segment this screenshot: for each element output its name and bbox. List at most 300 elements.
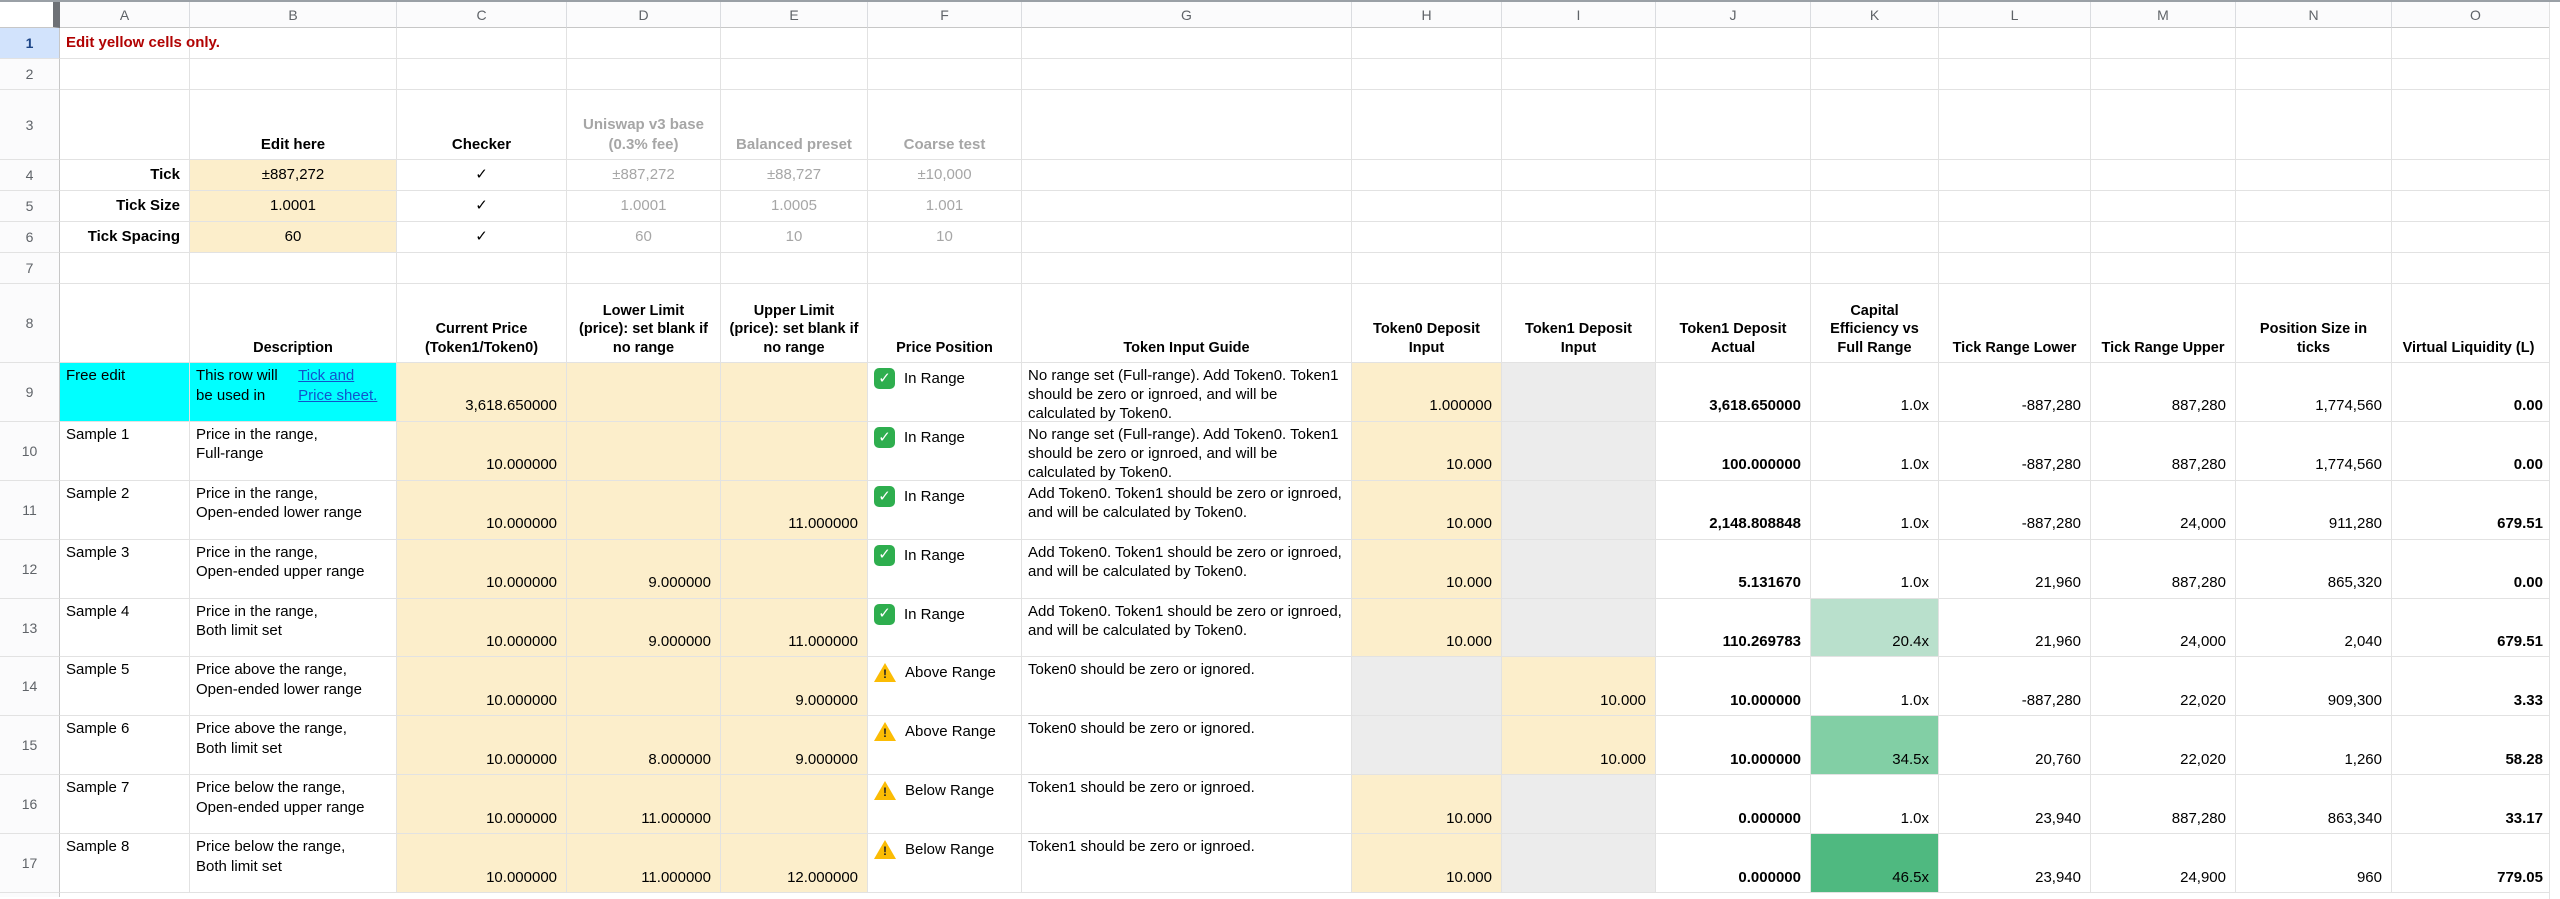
cell-O16[interactable] xyxy=(2392,775,2560,834)
cell-B10[interactable] xyxy=(190,422,397,481)
cell-J13[interactable] xyxy=(1656,599,1811,658)
cell-M8[interactable] xyxy=(2091,284,2236,363)
column-header-D[interactable] xyxy=(567,2,721,28)
cell-D14[interactable] xyxy=(567,657,721,716)
row-header-6[interactable] xyxy=(0,222,60,253)
cell-text: 1.0001 xyxy=(620,197,667,215)
cell-N3[interactable] xyxy=(2236,90,2392,160)
header-uniswap-v3-base[interactable] xyxy=(567,90,721,160)
cell-J11[interactable] xyxy=(1656,481,1811,540)
cell-M9[interactable] xyxy=(2091,363,2236,422)
cell-F5[interactable] xyxy=(868,191,1022,222)
cell-E2[interactable] xyxy=(721,59,868,90)
cell-N15[interactable] xyxy=(2236,716,2392,775)
cell-C7[interactable] xyxy=(397,253,567,284)
cell-O17[interactable] xyxy=(2392,834,2560,893)
cell-H2[interactable] xyxy=(1352,59,1502,90)
row-header-2[interactable] xyxy=(0,59,60,90)
cell-D15[interactable] xyxy=(567,716,721,775)
cell-N8[interactable] xyxy=(2236,284,2392,363)
cell-A3[interactable] xyxy=(60,90,190,160)
cell-O4[interactable] xyxy=(2392,160,2560,191)
row-header-11[interactable] xyxy=(0,481,60,540)
cell-N10[interactable] xyxy=(2236,422,2392,481)
column-header-G[interactable] xyxy=(1022,2,1352,28)
cell-B15[interactable] xyxy=(190,716,397,775)
cell-G2[interactable] xyxy=(1022,59,1352,90)
cell-B5[interactable] xyxy=(190,191,397,222)
cell-B2[interactable] xyxy=(190,59,397,90)
checker-tick-spacing-ok[interactable] xyxy=(397,222,567,253)
cell-C16[interactable] xyxy=(397,775,567,834)
column-header-N[interactable] xyxy=(2236,2,2392,28)
row-header-14[interactable] xyxy=(0,657,60,716)
cell-L8[interactable] xyxy=(1939,284,2091,363)
cell-M17[interactable] xyxy=(2091,834,2236,893)
cell-B14[interactable] xyxy=(190,657,397,716)
checker-tick-size-ok[interactable] xyxy=(397,191,567,222)
cell-D16[interactable] xyxy=(567,775,721,834)
cell-E4[interactable] xyxy=(721,160,868,191)
cell-N12[interactable] xyxy=(2236,540,2392,599)
cell-B7[interactable] xyxy=(190,253,397,284)
cell-F7[interactable] xyxy=(868,253,1022,284)
cell-D13[interactable] xyxy=(567,599,721,658)
cell-M3[interactable] xyxy=(2091,90,2236,160)
cell-I2[interactable] xyxy=(1502,59,1656,90)
cell-D2[interactable] xyxy=(567,59,721,90)
cell-F1[interactable] xyxy=(868,28,1022,59)
column-header-O[interactable] xyxy=(2392,2,2560,28)
cell-O2[interactable] xyxy=(2392,59,2560,90)
cell-J14[interactable] xyxy=(1656,657,1811,716)
cell-G13[interactable] xyxy=(1022,599,1352,658)
row-header-12[interactable] xyxy=(0,540,60,599)
cell-K11[interactable] xyxy=(1811,481,1939,540)
row-header-1[interactable] xyxy=(0,28,60,59)
cell-L14[interactable] xyxy=(1939,657,2091,716)
cell-L5[interactable] xyxy=(1939,191,2091,222)
cell-O13[interactable] xyxy=(2392,599,2560,658)
cell-N9[interactable] xyxy=(2236,363,2392,422)
cell-G14[interactable] xyxy=(1022,657,1352,716)
note-edit-yellow-cells[interactable] xyxy=(60,28,220,59)
in-range-check-icon xyxy=(874,604,895,625)
cell-L4[interactable] xyxy=(1939,160,2091,191)
cell-J4[interactable] xyxy=(1656,160,1811,191)
column-header-B[interactable] xyxy=(190,2,397,28)
cell-G15[interactable] xyxy=(1022,716,1352,775)
cell-O8[interactable] xyxy=(2392,284,2560,363)
cell-J5[interactable] xyxy=(1656,191,1811,222)
cell-N17[interactable] xyxy=(2236,834,2392,893)
cell-B4[interactable] xyxy=(190,160,397,191)
cell-J12[interactable] xyxy=(1656,540,1811,599)
cell-A11[interactable] xyxy=(60,481,190,540)
cell-L15[interactable] xyxy=(1939,716,2091,775)
cell-C13[interactable] xyxy=(397,599,567,658)
cell-N13[interactable] xyxy=(2236,599,2392,658)
cell-C17[interactable] xyxy=(397,834,567,893)
column-header-H[interactable] xyxy=(1352,2,1502,28)
cell-B17[interactable] xyxy=(190,834,397,893)
cell-L11[interactable] xyxy=(1939,481,2091,540)
cell-N14[interactable] xyxy=(2236,657,2392,716)
cell-G1[interactable] xyxy=(1022,28,1352,59)
cell-L1[interactable] xyxy=(1939,28,2091,59)
cell-O1[interactable] xyxy=(2392,28,2560,59)
cell-D11[interactable] xyxy=(567,481,721,540)
cell-I3[interactable] xyxy=(1502,90,1656,160)
cell-K10[interactable] xyxy=(1811,422,1939,481)
cell-H17[interactable] xyxy=(1352,834,1502,893)
row-header-7[interactable] xyxy=(0,253,60,284)
cell-O10[interactable] xyxy=(2392,422,2560,481)
column-header-A[interactable] xyxy=(60,2,190,28)
cell-E17[interactable] xyxy=(721,834,868,893)
cell-G10[interactable] xyxy=(1022,422,1352,481)
cell-H14[interactable] xyxy=(1352,657,1502,716)
row-header-8[interactable] xyxy=(0,284,60,363)
cell-I6[interactable] xyxy=(1502,222,1656,253)
cell-C1[interactable] xyxy=(397,28,567,59)
cell-F15[interactable] xyxy=(868,716,1022,775)
cell-K7[interactable] xyxy=(1811,253,1939,284)
column-header-J[interactable] xyxy=(1656,2,1811,28)
cell-I14[interactable] xyxy=(1502,657,1656,716)
cell-E13[interactable] xyxy=(721,599,868,658)
cell-I8[interactable] xyxy=(1502,284,1656,363)
cell-M7[interactable] xyxy=(2091,253,2236,284)
cell-A8[interactable] xyxy=(60,284,190,363)
cell-D10[interactable] xyxy=(567,422,721,481)
cell-H10[interactable] xyxy=(1352,422,1502,481)
cell-E12[interactable] xyxy=(721,540,868,599)
cell-H3[interactable] xyxy=(1352,90,1502,160)
cell-O15[interactable] xyxy=(2392,716,2560,775)
cell-F6[interactable] xyxy=(868,222,1022,253)
column-header-label: O xyxy=(2470,6,2481,23)
cell-D7[interactable] xyxy=(567,253,721,284)
cell-I16[interactable] xyxy=(1502,775,1656,834)
column-header-E[interactable] xyxy=(721,2,868,28)
cell-K15[interactable] xyxy=(1811,716,1939,775)
cell-H7[interactable] xyxy=(1352,253,1502,284)
cell-E14[interactable] xyxy=(721,657,868,716)
cell-F10[interactable] xyxy=(868,422,1022,481)
cell-N6[interactable] xyxy=(2236,222,2392,253)
cell-L7[interactable] xyxy=(1939,253,2091,284)
select-all-corner[interactable] xyxy=(0,2,60,28)
cell-I5[interactable] xyxy=(1502,191,1656,222)
cell-O12[interactable] xyxy=(2392,540,2560,599)
cell-K12[interactable] xyxy=(1811,540,1939,599)
cell-D5[interactable] xyxy=(567,191,721,222)
row-header-17[interactable] xyxy=(0,834,60,893)
free-edit-description[interactable] xyxy=(190,363,397,422)
cell-H6[interactable] xyxy=(1352,222,1502,253)
cell-L6[interactable] xyxy=(1939,222,2091,253)
cell-F17[interactable] xyxy=(868,834,1022,893)
cell-N5[interactable] xyxy=(2236,191,2392,222)
cell-N2[interactable] xyxy=(2236,59,2392,90)
cell-G3[interactable] xyxy=(1022,90,1352,160)
cell-M4[interactable] xyxy=(2091,160,2236,191)
cell-A17[interactable] xyxy=(60,834,190,893)
cell-A2[interactable] xyxy=(60,59,190,90)
cell-K13[interactable] xyxy=(1811,599,1939,658)
cell-A15[interactable] xyxy=(60,716,190,775)
cell-K14[interactable] xyxy=(1811,657,1939,716)
cell-J8[interactable] xyxy=(1656,284,1811,363)
cell-D6[interactable] xyxy=(567,222,721,253)
cell-N11[interactable] xyxy=(2236,481,2392,540)
cell-M11[interactable] xyxy=(2091,481,2236,540)
cell-H9[interactable] xyxy=(1352,363,1502,422)
cell-B8[interactable] xyxy=(190,284,397,363)
cell-J16[interactable] xyxy=(1656,775,1811,834)
header-coarse-test[interactable] xyxy=(868,90,1022,160)
cell-D8[interactable] xyxy=(567,284,721,363)
cell-J7[interactable] xyxy=(1656,253,1811,284)
cell-F9[interactable] xyxy=(868,363,1022,422)
cell-I10[interactable] xyxy=(1502,422,1656,481)
cell-J17[interactable] xyxy=(1656,834,1811,893)
cell-F4[interactable] xyxy=(868,160,1022,191)
cell-text: 58.28 xyxy=(2505,750,2543,768)
cell-M6[interactable] xyxy=(2091,222,2236,253)
cell-O5[interactable] xyxy=(2392,191,2560,222)
row-header-15[interactable] xyxy=(0,716,60,775)
cell-M10[interactable] xyxy=(2091,422,2236,481)
row-header-10[interactable] xyxy=(0,422,60,481)
cell-H15[interactable] xyxy=(1352,716,1502,775)
cell-A7[interactable] xyxy=(60,253,190,284)
cell-O9[interactable] xyxy=(2392,363,2560,422)
cell-K3[interactable] xyxy=(1811,90,1939,160)
column-header-K[interactable] xyxy=(1811,2,1939,28)
cell-L2[interactable] xyxy=(1939,59,2091,90)
cell-I9[interactable] xyxy=(1502,363,1656,422)
cell-L16[interactable] xyxy=(1939,775,2091,834)
cell-J3[interactable] xyxy=(1656,90,1811,160)
price-position-label: In Range xyxy=(904,605,965,623)
cell-J9[interactable] xyxy=(1656,363,1811,422)
cell-E9[interactable] xyxy=(721,363,868,422)
row-header-13[interactable] xyxy=(0,599,60,658)
cell-J1[interactable] xyxy=(1656,28,1811,59)
cell-M1[interactable] xyxy=(2091,28,2236,59)
cell-J2[interactable] xyxy=(1656,59,1811,90)
header-edit-here[interactable] xyxy=(190,90,397,160)
cell-A10[interactable] xyxy=(60,422,190,481)
cell-C15[interactable] xyxy=(397,716,567,775)
cell-E15[interactable] xyxy=(721,716,868,775)
cell-D12[interactable] xyxy=(567,540,721,599)
cell-C11[interactable] xyxy=(397,481,567,540)
cell-I15[interactable] xyxy=(1502,716,1656,775)
cell-E6[interactable] xyxy=(721,222,868,253)
cell-G7[interactable] xyxy=(1022,253,1352,284)
cell-F2[interactable] xyxy=(868,59,1022,90)
cell-B12[interactable] xyxy=(190,540,397,599)
cell-E8[interactable] xyxy=(721,284,868,363)
cell-text: 60 xyxy=(635,228,652,246)
cell-J6[interactable] xyxy=(1656,222,1811,253)
checker-tick-ok[interactable] xyxy=(397,160,567,191)
cell-H11[interactable] xyxy=(1352,481,1502,540)
cell-I7[interactable] xyxy=(1502,253,1656,284)
header-balanced-preset[interactable] xyxy=(721,90,868,160)
cell-H16[interactable] xyxy=(1352,775,1502,834)
cell-K9[interactable] xyxy=(1811,363,1939,422)
cell-I4[interactable] xyxy=(1502,160,1656,191)
cell-L13[interactable] xyxy=(1939,599,2091,658)
cell-K16[interactable] xyxy=(1811,775,1939,834)
row-header-4[interactable] xyxy=(0,160,60,191)
cell-E10[interactable] xyxy=(721,422,868,481)
cell-A9[interactable] xyxy=(60,363,190,422)
cell-O11[interactable] xyxy=(2392,481,2560,540)
row-header-9[interactable] xyxy=(0,363,60,422)
cell-text: 887,280 xyxy=(2171,456,2226,474)
cell-O3[interactable] xyxy=(2392,90,2560,160)
cell-B11[interactable] xyxy=(190,481,397,540)
header-checker[interactable] xyxy=(397,90,567,160)
cell-O6[interactable] xyxy=(2392,222,2560,253)
cell-E16[interactable] xyxy=(721,775,868,834)
cell-K8[interactable] xyxy=(1811,284,1939,363)
cell-G6[interactable] xyxy=(1022,222,1352,253)
cell-G17[interactable] xyxy=(1022,834,1352,893)
cell-K1[interactable] xyxy=(1811,28,1939,59)
cell-B6[interactable] xyxy=(190,222,397,253)
cell-F16[interactable] xyxy=(868,775,1022,834)
cell-M15[interactable] xyxy=(2091,716,2236,775)
cell-C14[interactable] xyxy=(397,657,567,716)
column-header-C[interactable] xyxy=(397,2,567,28)
cell-B1[interactable] xyxy=(190,28,397,59)
tick-and-price-sheet-link[interactable]: Tick and Price sheet. xyxy=(298,367,378,405)
cell-H4[interactable] xyxy=(1352,160,1502,191)
in-range-check-icon xyxy=(874,486,895,507)
row-header-5[interactable] xyxy=(0,191,60,222)
cell-M14[interactable] xyxy=(2091,657,2236,716)
cell-O14[interactable] xyxy=(2392,657,2560,716)
cell-E5[interactable] xyxy=(721,191,868,222)
column-header-I[interactable] xyxy=(1502,2,1656,28)
cell-G4[interactable] xyxy=(1022,160,1352,191)
column-header-F[interactable] xyxy=(868,2,1022,28)
cell-F11[interactable] xyxy=(868,481,1022,540)
cell-M13[interactable] xyxy=(2091,599,2236,658)
cell-L12[interactable] xyxy=(1939,540,2091,599)
cell-G9[interactable] xyxy=(1022,363,1352,422)
column-header-M[interactable] xyxy=(2091,2,2236,28)
cell-C12[interactable] xyxy=(397,540,567,599)
cell-J10[interactable] xyxy=(1656,422,1811,481)
cell-D1[interactable] xyxy=(567,28,721,59)
cell-G16[interactable] xyxy=(1022,775,1352,834)
cell-I12[interactable] xyxy=(1502,540,1656,599)
cell-A5[interactable] xyxy=(60,191,190,222)
cell-C8[interactable] xyxy=(397,284,567,363)
cell-K4[interactable] xyxy=(1811,160,1939,191)
cell-C2[interactable] xyxy=(397,59,567,90)
cell-N1[interactable] xyxy=(2236,28,2392,59)
column-header-L[interactable] xyxy=(1939,2,2091,28)
cell-L10[interactable] xyxy=(1939,422,2091,481)
cell-K17[interactable] xyxy=(1811,834,1939,893)
cell-M2[interactable] xyxy=(2091,59,2236,90)
cell-H8[interactable] xyxy=(1352,284,1502,363)
cell-A16[interactable] xyxy=(60,775,190,834)
cell-E7[interactable] xyxy=(721,253,868,284)
cell-L17[interactable] xyxy=(1939,834,2091,893)
cell-L3[interactable] xyxy=(1939,90,2091,160)
cell-I1[interactable] xyxy=(1502,28,1656,59)
cell-N4[interactable] xyxy=(2236,160,2392,191)
cell-H1[interactable] xyxy=(1352,28,1502,59)
cell-F13[interactable] xyxy=(868,599,1022,658)
cell-N7[interactable] xyxy=(2236,253,2392,284)
cell-H13[interactable] xyxy=(1352,599,1502,658)
cell-I11[interactable] xyxy=(1502,481,1656,540)
cell-N16[interactable] xyxy=(2236,775,2392,834)
cell-text: 1.0x xyxy=(1900,691,1929,709)
cell-O7[interactable] xyxy=(2392,253,2560,284)
cell-A6[interactable] xyxy=(60,222,190,253)
cell-I13[interactable] xyxy=(1502,599,1656,658)
cell-G11[interactable] xyxy=(1022,481,1352,540)
cell-M12[interactable] xyxy=(2091,540,2236,599)
cell-G8[interactable] xyxy=(1022,284,1352,363)
cell-D9[interactable] xyxy=(567,363,721,422)
cell-text: 1.0x xyxy=(1900,456,1929,474)
cell-G5[interactable] xyxy=(1022,191,1352,222)
cell-A12[interactable] xyxy=(60,540,190,599)
cell-J15[interactable] xyxy=(1656,716,1811,775)
cell-F14[interactable] xyxy=(868,657,1022,716)
cell-L9[interactable] xyxy=(1939,363,2091,422)
cell-A4[interactable] xyxy=(60,160,190,191)
cell-A14[interactable] xyxy=(60,657,190,716)
cell-F12[interactable] xyxy=(868,540,1022,599)
cell-G12[interactable] xyxy=(1022,540,1352,599)
cell-I17[interactable] xyxy=(1502,834,1656,893)
row-header-3[interactable] xyxy=(0,90,60,160)
cell-B13[interactable] xyxy=(190,599,397,658)
cell-H12[interactable] xyxy=(1352,540,1502,599)
cell-D17[interactable] xyxy=(567,834,721,893)
cell-K6[interactable] xyxy=(1811,222,1939,253)
cell-K5[interactable] xyxy=(1811,191,1939,222)
cell-M16[interactable] xyxy=(2091,775,2236,834)
cell-H5[interactable] xyxy=(1352,191,1502,222)
cell-C9[interactable] xyxy=(397,363,567,422)
cell-K2[interactable] xyxy=(1811,59,1939,90)
cell-B16[interactable] xyxy=(190,775,397,834)
cell-E1[interactable] xyxy=(721,28,868,59)
cell-C10[interactable] xyxy=(397,422,567,481)
cell-M5[interactable] xyxy=(2091,191,2236,222)
cell-F8[interactable] xyxy=(868,284,1022,363)
cell-D4[interactable] xyxy=(567,160,721,191)
cell-text: 10.000 xyxy=(1446,632,1492,650)
row-header-16[interactable] xyxy=(0,775,60,834)
cell-A13[interactable] xyxy=(60,599,190,658)
cell-E11[interactable] xyxy=(721,481,868,540)
